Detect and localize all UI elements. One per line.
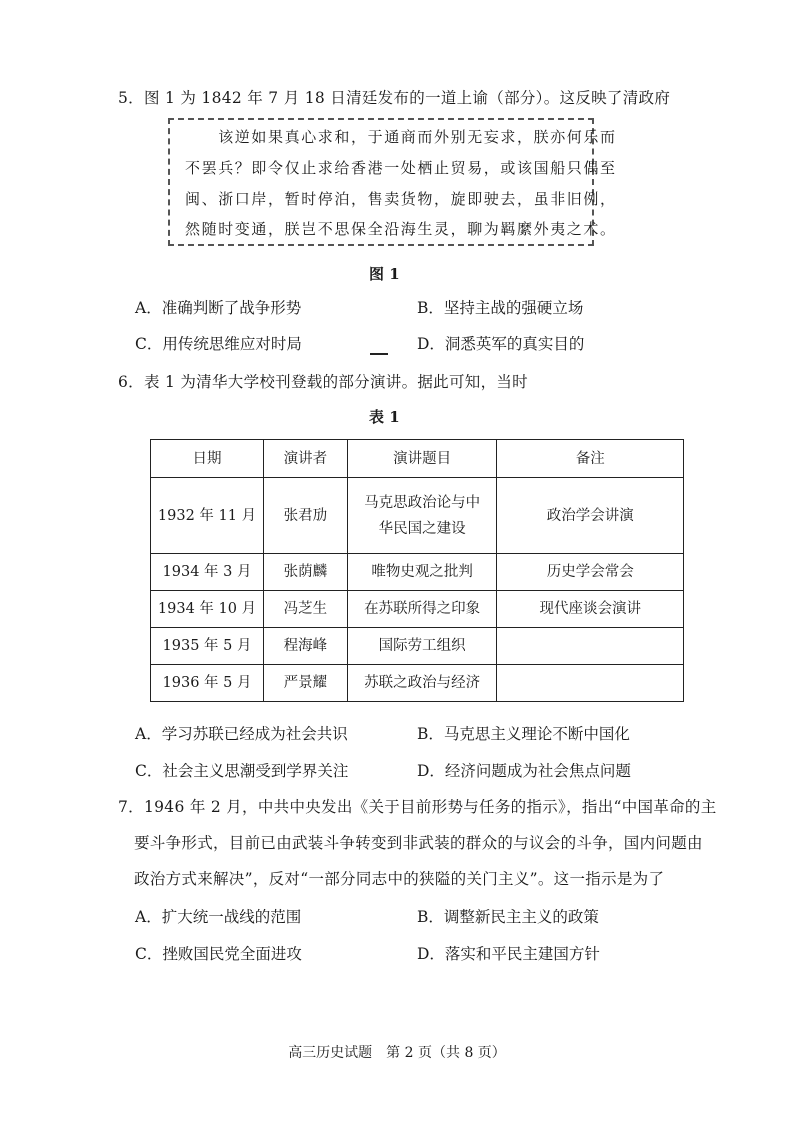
q6-option-a[interactable]: A．学习苏联已经成为社会共识: [135, 725, 348, 743]
table-cell: 1932 年 11 月: [151, 478, 264, 554]
q5-option-c[interactable]: C．用传统思维应对时局: [135, 335, 302, 353]
table-row: [151, 591, 684, 628]
q7-stem-line-1: 7．1946 年 2 月，中共中央发出《关于目前形势与任务的指示》，指出“中国革命的主: [118, 798, 717, 816]
speech-table: [150, 439, 684, 702]
table-cell: 1936 年 5 月: [151, 665, 264, 702]
table-cell: 程海峰: [264, 628, 348, 665]
table-cell: 唯物史观之批判: [347, 554, 497, 591]
table-row: [151, 478, 684, 554]
table-row: [151, 628, 684, 665]
q7-option-c[interactable]: C．挫败国民党全面进攻: [135, 945, 302, 963]
q5-stem: 5．图 1 为 1842 年 7 月 18 日清廷发布的一道上谕（部分）。这反映了清政府: [118, 89, 671, 107]
q6-option-b[interactable]: B．马克思主义理论不断中国化: [417, 725, 630, 743]
q7-stem-line-3: 政治方式来解决”，反对“一部分同志中的狭隘的关门主义”。这一指示是为了: [134, 870, 665, 888]
quote-line-1: 该逆如果真心求和，于通商而外别无妄求，朕亦何乐而: [185, 128, 617, 146]
quote-line-2: 不罢兵？即令仅止求给香港一处栖止贸易，或该国船只偶至: [185, 159, 617, 177]
table-cell: [497, 665, 684, 702]
table-cell: 1935 年 5 月: [151, 628, 264, 665]
table-cell: 严景耀: [264, 665, 348, 702]
table-cell: 国际劳工组织: [347, 628, 497, 665]
table-cell: 在苏联所得之印象: [347, 591, 497, 628]
table-cell: 张君劢: [264, 478, 348, 554]
q5-option-b[interactable]: B．坚持主战的强硬立场: [417, 299, 584, 317]
q7-option-b[interactable]: B．调整新民主主义的政策: [417, 908, 599, 926]
page-footer: 高三历史试题 第 2 页（共 8 页）: [288, 1045, 506, 1061]
table-header-cell: 演讲者: [264, 440, 348, 478]
table-row: [151, 665, 684, 702]
stray-mark: [370, 353, 388, 355]
table-header-cell: 演讲题目: [347, 440, 497, 478]
table-cell: 苏联之政治与经济: [347, 665, 497, 702]
table-header-row: [151, 440, 684, 478]
figure-caption: 图 1: [369, 265, 400, 283]
q7-option-d[interactable]: D．落实和平民主建国方针: [417, 945, 600, 963]
table-caption: 表 1: [369, 408, 400, 426]
table-cell: 冯芝生: [264, 591, 348, 628]
table-cell: 历史学会常会: [497, 554, 684, 591]
q6-option-d[interactable]: D．经济问题成为社会焦点问题: [417, 762, 631, 780]
q7-stem-line-2: 要斗争形式，目前已由武装斗争转变到非武装的群众的与议会的斗争，国内问题由: [134, 834, 703, 852]
q7-option-a[interactable]: A．扩大统一战线的范围: [135, 908, 302, 926]
q5-option-a[interactable]: A．准确判断了战争形势: [135, 299, 302, 317]
quote-line-3: 闽、浙口岸，暂时停泊，售卖货物，旋即驶去，虽非旧例，: [185, 190, 617, 208]
table-cell: 政治学会讲演: [497, 478, 684, 554]
table-cell: 张荫麟: [264, 554, 348, 591]
q5-option-d[interactable]: D．洞悉英军的真实目的: [417, 335, 585, 353]
table-cell: 1934 年 10 月: [151, 591, 264, 628]
quote-line-4: 然随时变通，朕岂不思保全沿海生灵，聊为羁縻外夷之术。: [185, 220, 617, 238]
table-cell: [497, 628, 684, 665]
table-header-cell: 备注: [497, 440, 684, 478]
table-row: [151, 554, 684, 591]
table-header-cell: 日期: [151, 440, 264, 478]
table-cell: 1934 年 3 月: [151, 554, 264, 591]
q6-option-c[interactable]: C．社会主义思潮受到学界关注: [135, 762, 349, 780]
table-cell: 现代座谈会演讲: [497, 591, 684, 628]
q6-stem: 6．表 1 为清华大学校刊登载的部分演讲。据此可知，当时: [118, 373, 528, 391]
table-cell: 马克思政治论与中 华民国之建设: [347, 478, 497, 554]
